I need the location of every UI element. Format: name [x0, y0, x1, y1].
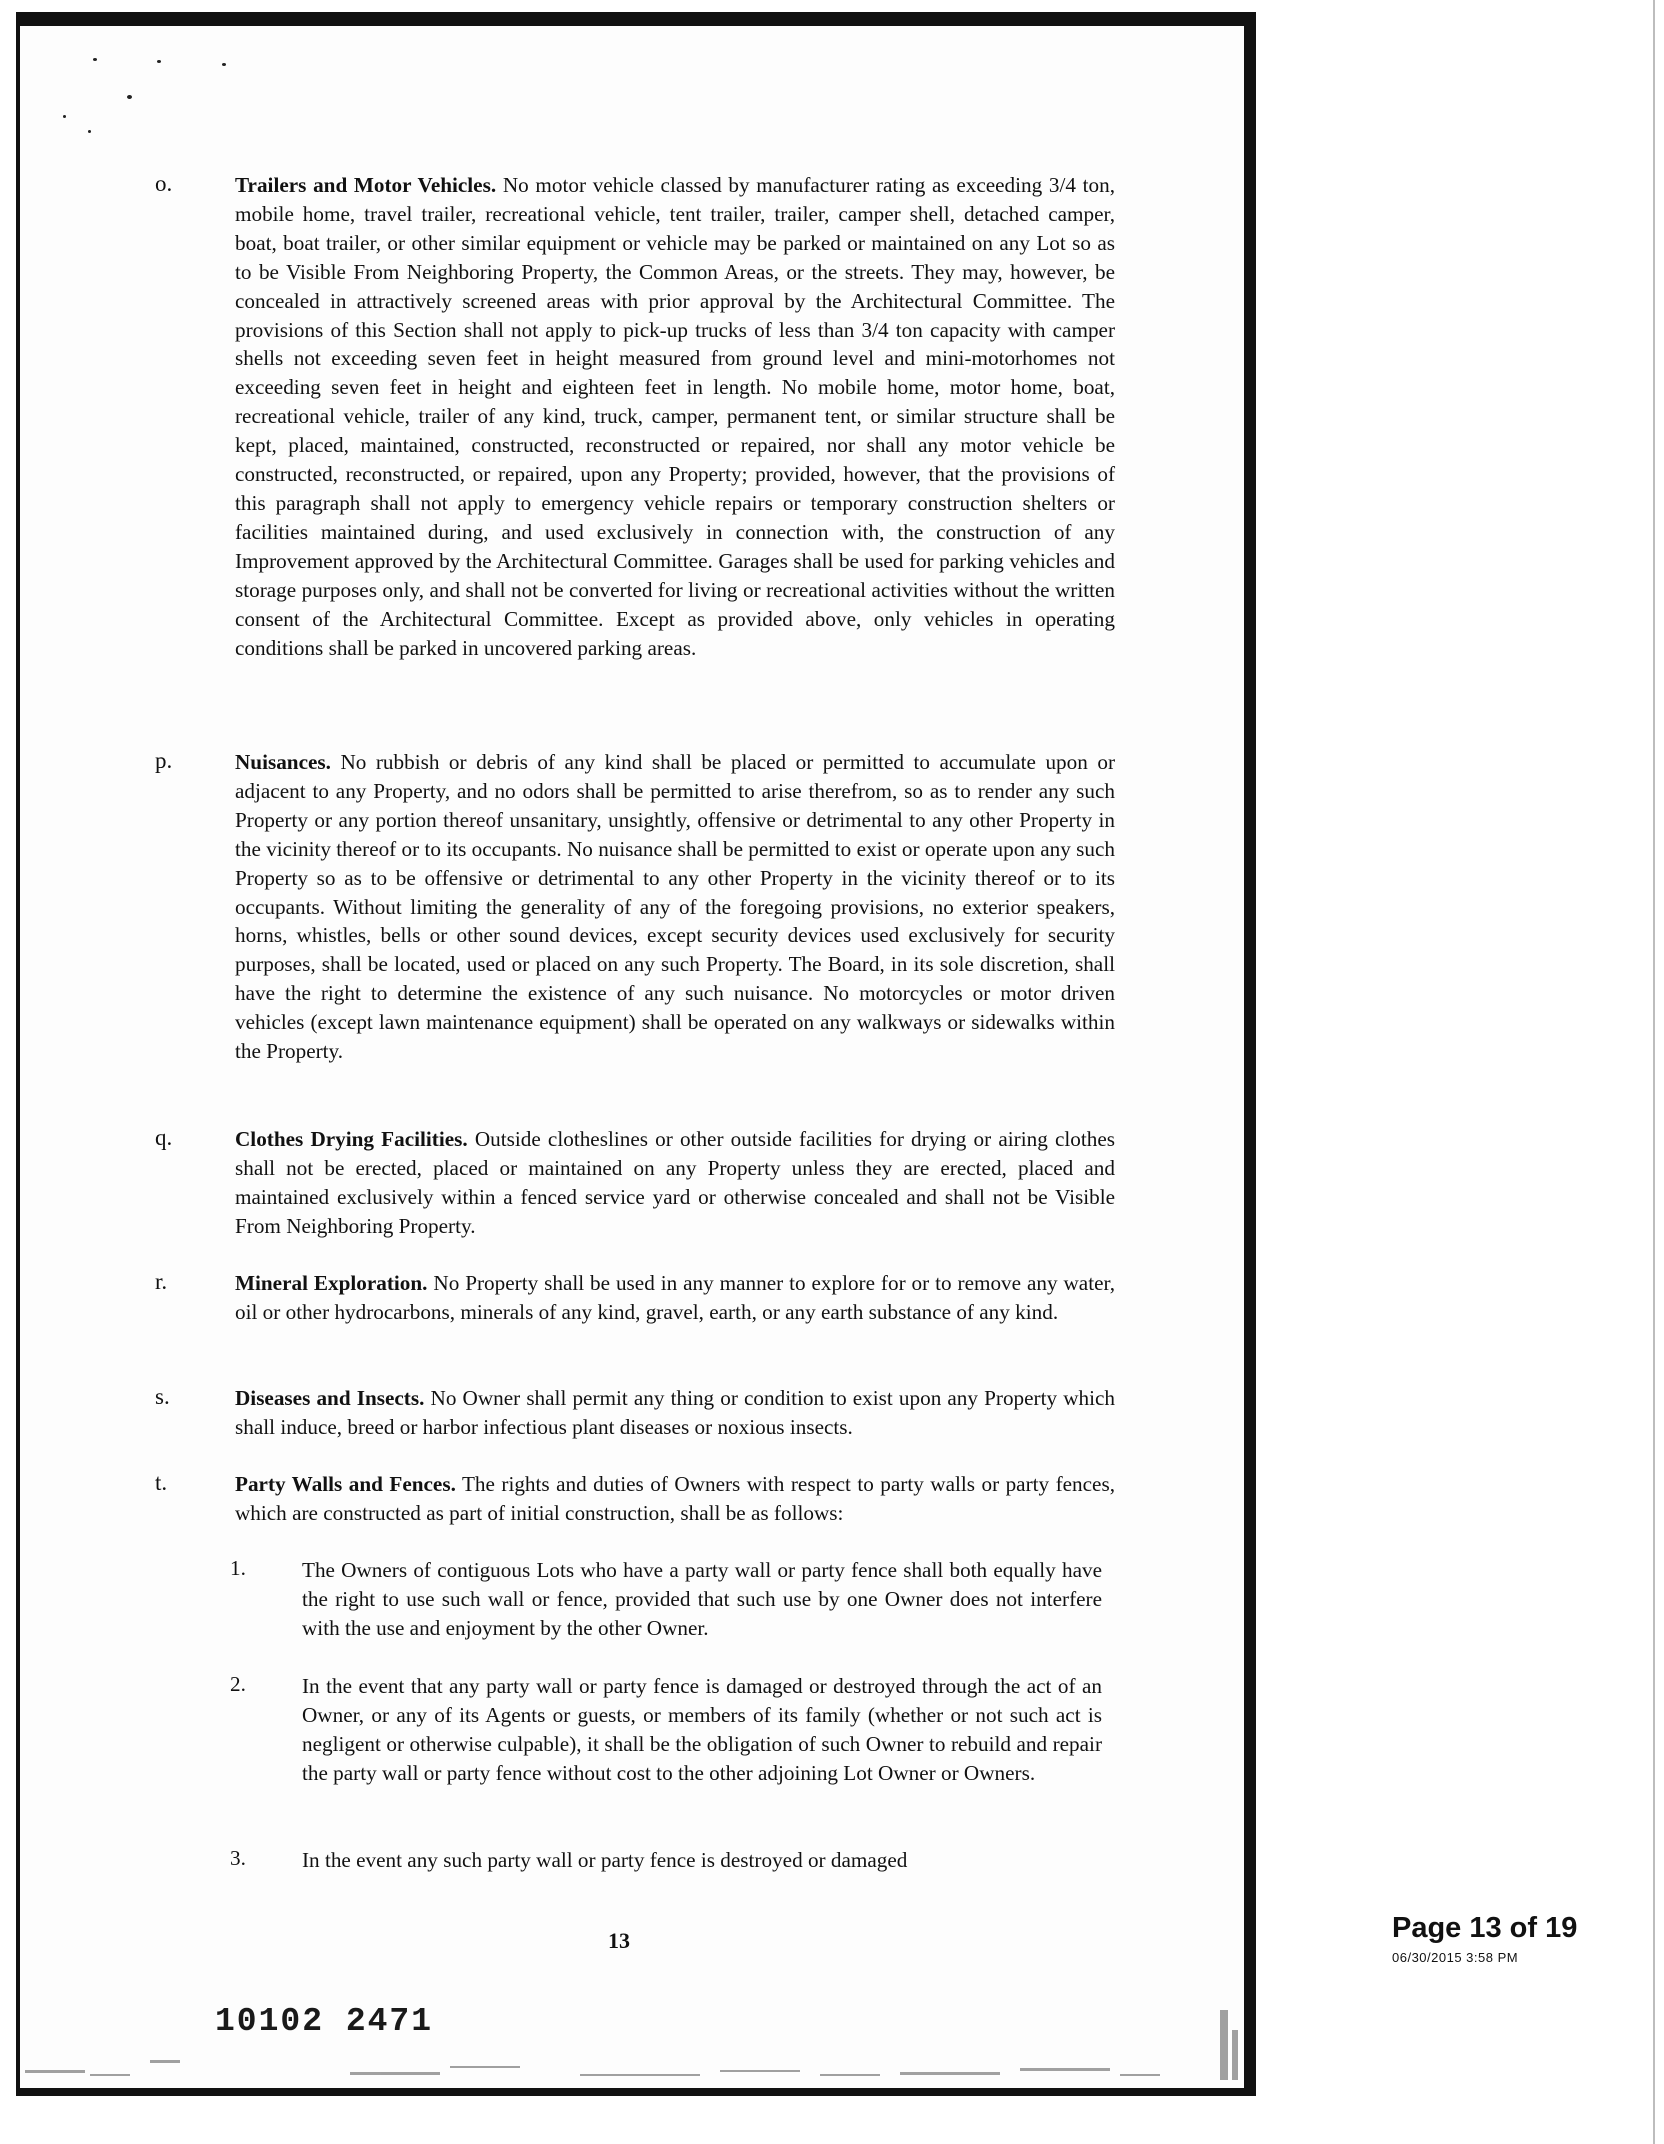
- section-letter: r.: [155, 1269, 168, 1294]
- section-text: Outside clotheslines or other outside facilities for drying or airing clothes shall not be erected, placed or maintained on any Property unless they are erected, placed and maintained exclusively within a fenced service yard or otherwise concealed and shall not be Visible From Neighboring Property.: [235, 1127, 1115, 1238]
- section-text: No rubbish or debris of any kind shall be placed or permitted to accumulate upon or adjacent to any Property, and no odors shall be permitted to arise therefrom, so as to render any such Property or any portion thereof unsanitary, unsightly, offensive or detrimental to any other Property in the vicinity thereof or to its occupants. No nuisance shall be permitted to exist or operate upon any such Property so as to be offensive or detrimental to any other Property in the vicinity thereof or to its occupants. Without limiting the generality of any of the foregoing provisions, no exterior speakers, horns, whistles, bells or other sound devices, except security devices used exclusively for security purposes, shall be located, used or placed on any such Property. The Board, in its sole discretion, shall have the right to determine the existence of any such nuisance. No motorcycles or motor driven vehicles (except lawn maintenance equipment) shall be operated on any walkways or sidewalks within the Property.: [235, 750, 1115, 1064]
- section-title: Clothes Drying Facilities.: [235, 1127, 468, 1151]
- print-timestamp: 06/30/2015 3:58 PM: [1392, 1950, 1519, 1965]
- section-title: Party Walls and Fences.: [235, 1472, 456, 1496]
- section-body: [235, 1384, 1115, 1442]
- subitem-text: In the event any such party wall or party fence is destroyed or damaged: [302, 1848, 908, 1872]
- section-letter: p.: [155, 748, 173, 773]
- subitem-number: 3.: [230, 1846, 246, 1870]
- section-text: The rights and duties of Owners with respect to party walls or party fences, which are constructed as part of initial construction, shall be as follows:: [235, 1472, 1115, 1525]
- viewer-edge-rule: [1653, 0, 1655, 2144]
- section-title: Nuisances.: [235, 750, 331, 774]
- section-body: [235, 1125, 1115, 1241]
- section-body: [235, 1269, 1115, 1327]
- scan-speck: [222, 63, 226, 66]
- section-letter: s.: [155, 1384, 170, 1409]
- subitem-number: 2.: [230, 1672, 246, 1696]
- section-letter: t.: [155, 1470, 168, 1495]
- section-body: [235, 1470, 1115, 1528]
- document-id: 10102 2471: [215, 2003, 434, 2040]
- scan-speck: [157, 60, 161, 63]
- scan-speck: [93, 58, 97, 61]
- section-letter: q.: [155, 1125, 173, 1150]
- section-text: No motor vehicle classed by manufacturer rating as exceeding 3/4 ton, mobile home, travel trailer, recreational vehicle, tent trailer, trailer, camper shell, detached camper, boat, boat trailer, or other similar equipment or vehicle may be parked or maintained on any Lot so as to be Visible From Neighboring Property, the Common Areas, or the streets. They may, however, be concealed in attractively screened areas with prior approval by the Architectural Committee. The provisions of this Section shall not apply to pick-up trucks of less than 3/4 ton capacity with camper shells not exceeding seven feet in height measured from ground level and mini-motorhomes not exceeding seven feet in height and eighteen feet in length. No mobile home, motor home, boat, recreational vehicle, trailer of any kind, truck, camper, permanent tent, or similar structure shall be kept, placed, maintained, constructed, reconstructed or repaired, nor shall any motor vehicle be constructed, reconstructed, or repaired, upon any Property; provided, however, that the provisions of this paragraph shall not apply to emergency vehicle repairs or temporary construction shelters or facilities maintained during, and used exclusively in connection with, the construction of any Improvement approved by the Architectural Committee. Garages shall be used for parking vehicles and storage purposes only, and shall not be converted for living or recreational activities without the written consent of the Architectural Committee. Except as provided above, only vehicles in operating conditions shall be parked in uncovered parking areas.: [235, 173, 1116, 660]
- subitem-number: 1.: [230, 1556, 246, 1580]
- section-title: Mineral Exploration.: [235, 1271, 428, 1295]
- scan-speck: [88, 130, 91, 133]
- page-count: Page 13 of 19: [1392, 1912, 1578, 1944]
- section-text: No Property shall be used in any manner to explore for or to remove any water, oil or other hydrocarbons, minerals of any kind, gravel, earth, or any earth substance of any kind.: [235, 1271, 1115, 1324]
- section-body: [235, 171, 1115, 662]
- section-letter: o.: [155, 171, 173, 196]
- page-number: 13: [608, 1928, 630, 1953]
- section-body: [235, 748, 1115, 1066]
- scan-speck: [127, 95, 132, 99]
- scan-speck: [63, 115, 66, 118]
- subitem-text: The Owners of contiguous Lots who have a party wall or party fence shall both equally have the right to use such wall or fence, provided that such use by one Owner does not interfere with the use and enjoyment by the other Owner.: [302, 1558, 1102, 1640]
- subitem-text: In the event that any party wall or party fence is damaged or destroyed through the act of an Owner, or any of its Agents or guests, or members of its family (whether or not such act is negligent or otherwise culpable), it shall be the obligation of such Owner to rebuild and repair the party wall or party fence without cost to the other adjoining Lot Owner or Owners.: [302, 1674, 1102, 1785]
- section-title: Trailers and Motor Vehicles.: [235, 173, 497, 197]
- section-title: Diseases and Insects.: [235, 1386, 425, 1410]
- section-text: No Owner shall permit any thing or condition to exist upon any Property which shall induce, breed or harbor infectious plant diseases or noxious insects.: [235, 1386, 1115, 1439]
- scan-noise: [20, 1990, 1250, 2086]
